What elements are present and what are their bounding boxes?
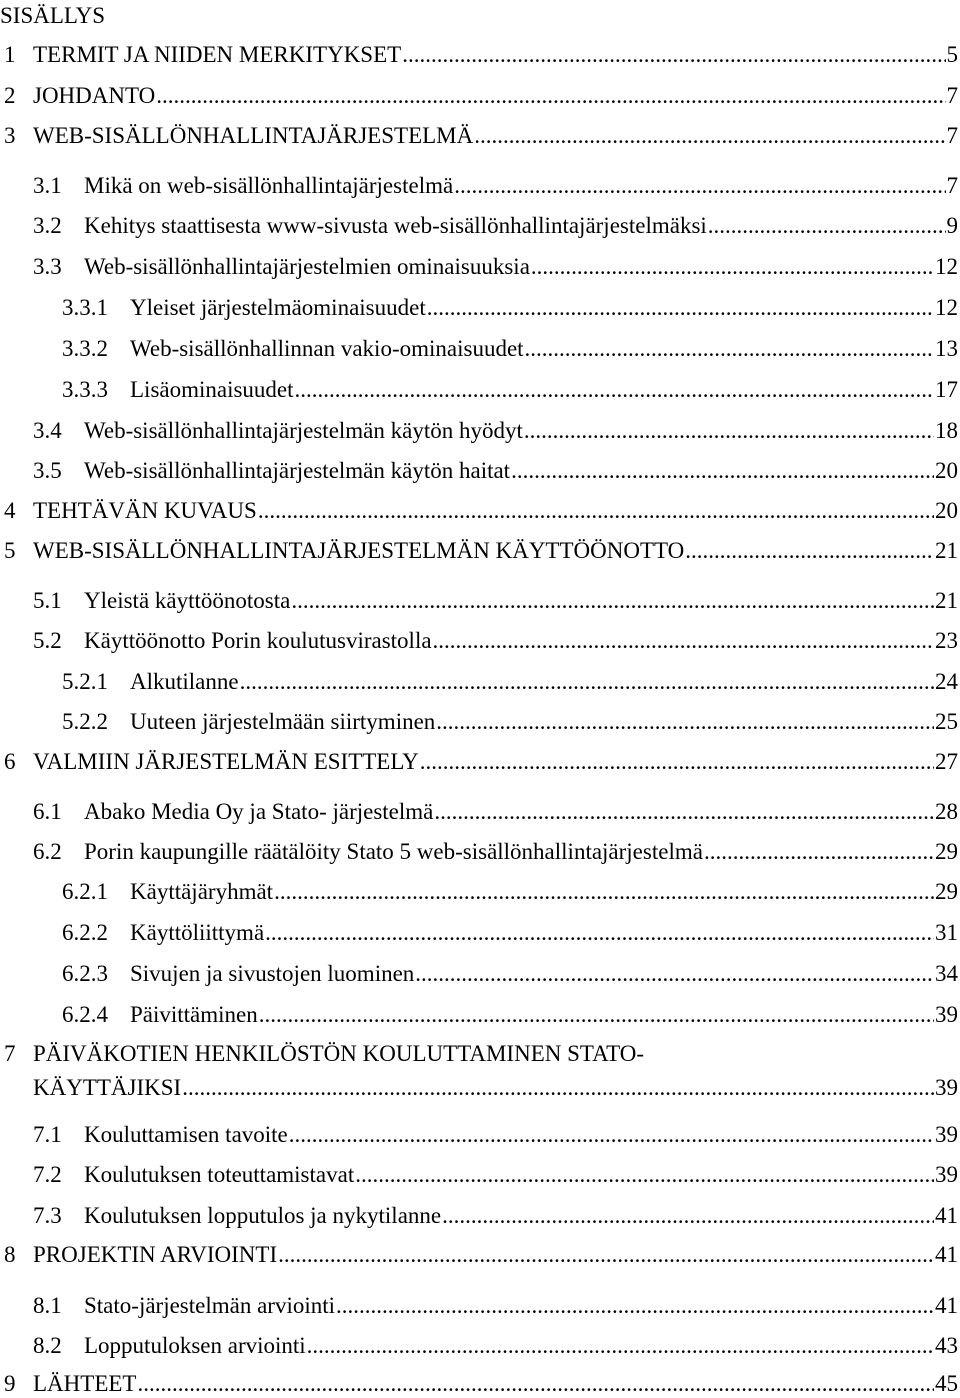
- dot-leader: [336, 1292, 934, 1320]
- entry-title: WEB-SISÄLLÖNHALLINTAJÄRJESTELMÄN KÄYTTÖÖNOTTO: [33, 538, 685, 563]
- dot-leader: [511, 457, 934, 485]
- toc-title: SISÄLLYS: [0, 3, 106, 28]
- entry-number: 3.3.2: [62, 336, 108, 361]
- entry-title: Yleistä käyttöönotosta: [84, 588, 291, 613]
- entry-title: Alkutilanne: [130, 669, 239, 694]
- entry-page: 27: [935, 749, 958, 774]
- dot-leader: [182, 1074, 934, 1102]
- entry-page: 17: [935, 377, 958, 402]
- entry-title: Lisäominaisuudet: [130, 377, 294, 402]
- entry-page: 41: [935, 1203, 958, 1228]
- entry-title: Lopputuloksen arviointi: [84, 1333, 306, 1358]
- dot-leader: [295, 376, 934, 404]
- entry-title: Web-sisällönhallinnan vakio-ominaisuudet: [130, 336, 524, 361]
- dot-leader: [436, 708, 934, 736]
- entry-title: Web-sisällönhallintajärjestelmien ominaisuuksia: [84, 254, 530, 279]
- entry-title: Käyttöliittymä: [130, 920, 265, 945]
- entry-page: 12: [935, 254, 958, 279]
- entry-page: 31: [935, 920, 958, 945]
- dot-leader: [307, 1332, 934, 1360]
- entry-title: Käyttäjäryhmät: [130, 879, 274, 904]
- entry-page: 29: [935, 879, 958, 904]
- entry-title: Päivittäminen: [130, 1002, 258, 1027]
- dot-leader: [708, 212, 946, 240]
- entry-title: Yleiset järjestelmäominaisuudet: [130, 295, 426, 320]
- entry-page: 43: [935, 1333, 958, 1358]
- dot-leader: [402, 41, 945, 69]
- entry-page: 20: [935, 458, 958, 483]
- entry-page: 41: [935, 1293, 958, 1318]
- entry-title: PÄIVÄKOTIEN HENKILÖSTÖN KOULUTTAMINEN STATO-: [33, 1041, 645, 1066]
- entry-number: 9: [4, 1371, 16, 1396]
- dot-leader: [427, 294, 934, 322]
- dot-leader: [156, 82, 945, 110]
- entry-page: 25: [935, 709, 958, 734]
- entry-number: 3.5: [33, 458, 62, 483]
- entry-page: 45: [935, 1371, 958, 1396]
- entry-page: 41: [935, 1242, 958, 1267]
- entry-number: 7.1: [33, 1122, 62, 1147]
- entry-page: 39: [935, 1122, 958, 1147]
- entry-page: 29: [935, 839, 958, 864]
- entry-page: 20: [935, 498, 958, 523]
- dot-leader: [454, 172, 945, 200]
- entry-number: 3.3: [33, 254, 62, 279]
- dot-leader: [278, 1241, 934, 1269]
- dot-leader: [291, 587, 934, 615]
- entry-page: 39: [935, 1162, 958, 1187]
- entry-title: Koulutuksen toteuttamistavat: [84, 1162, 355, 1187]
- entry-page: 5: [946, 42, 958, 67]
- entry-number: 2: [4, 83, 16, 108]
- entry-number: 6.2.1: [62, 879, 108, 904]
- dot-leader: [274, 878, 934, 906]
- entry-number: 3.3.1: [62, 295, 108, 320]
- entry-page: 34: [935, 961, 958, 986]
- dot-leader: [442, 1202, 934, 1230]
- entry-title: Kehitys staattisesta www-sivusta web-sisällönhallintajärjestelmäksi: [84, 213, 707, 238]
- entry-number: 5.2.2: [62, 709, 108, 734]
- dot-leader: [434, 798, 934, 826]
- entry-page: 13: [935, 336, 958, 361]
- entry-number: 6.1: [33, 799, 62, 824]
- entry-number: 3.1: [33, 173, 62, 198]
- entry-page: 24: [935, 669, 958, 694]
- dot-leader: [685, 537, 934, 565]
- entry-number: 4: [4, 498, 16, 523]
- entry-title: WEB-SISÄLLÖNHALLINTAJÄRJESTELMÄ: [33, 123, 474, 148]
- dot-leader: [355, 1161, 934, 1189]
- entry-title: Mikä on web-sisällönhallintajärjestelmä: [84, 173, 454, 198]
- dot-leader: [474, 122, 945, 150]
- entry-number: 6.2.4: [62, 1002, 108, 1027]
- entry-number: 7: [4, 1041, 16, 1066]
- entry-title: TERMIT JA NIIDEN MERKITYKSET: [33, 42, 402, 67]
- dot-leader: [415, 960, 934, 988]
- entry-number: 1: [4, 42, 16, 67]
- entry-number: 6: [4, 749, 16, 774]
- entry-number: 3: [4, 123, 16, 148]
- dot-leader: [259, 1001, 934, 1029]
- entry-page: 7: [946, 123, 958, 148]
- entry-number: 7.3: [33, 1203, 62, 1228]
- entry-page: 28: [935, 799, 958, 824]
- dot-leader: [531, 253, 934, 281]
- entry-title-continued: KÄYTTÄJIKSI: [33, 1075, 182, 1100]
- entry-number: 8.2: [33, 1333, 62, 1358]
- entry-number: 5: [4, 538, 16, 563]
- entry-title: Kouluttamisen tavoite: [84, 1122, 288, 1147]
- entry-title: Porin kaupungille räätälöity Stato 5 web-sisällönhallintajärjestelmä: [84, 839, 703, 864]
- dot-leader: [524, 417, 934, 445]
- entry-title: Sivujen ja sivustojen luominen: [130, 961, 415, 986]
- entry-page: 23: [935, 628, 958, 653]
- entry-title: JOHDANTO: [33, 83, 156, 108]
- dot-leader: [137, 1370, 934, 1398]
- entry-number: 7.2: [33, 1162, 62, 1187]
- entry-page: 9: [946, 213, 958, 238]
- entry-page: 39: [935, 1075, 958, 1100]
- toc-entry[interactable]: [0, 1040, 958, 1102]
- entry-page: 12: [935, 295, 958, 320]
- entry-title: Web-sisällönhallintajärjestelmän käytön hyödyt: [84, 418, 523, 443]
- entry-page: 7: [946, 83, 958, 108]
- entry-number: 6.2.3: [62, 961, 108, 986]
- entry-title: PROJEKTIN ARVIOINTI: [33, 1242, 278, 1267]
- entry-title: VALMIIN JÄRJESTELMÄN ESITTELY: [33, 749, 419, 774]
- entry-page: 21: [935, 538, 958, 563]
- entry-number: 6.2: [33, 839, 62, 864]
- dot-leader: [258, 497, 934, 525]
- entry-number: 8.1: [33, 1293, 62, 1318]
- entry-title: LÄHTEET: [33, 1371, 137, 1396]
- entry-page: 39: [935, 1002, 958, 1027]
- entry-number: 3.4: [33, 418, 62, 443]
- dot-leader: [525, 335, 934, 363]
- entry-title: Web-sisällönhallintajärjestelmän käytön haitat: [84, 458, 511, 483]
- entry-title: Abako Media Oy ja Stato- järjestelmä: [84, 799, 434, 824]
- entry-page: 7: [946, 173, 958, 198]
- dot-leader: [240, 668, 934, 696]
- entry-number: 5.2: [33, 628, 62, 653]
- entry-number: 6.2.2: [62, 920, 108, 945]
- entry-page: 18: [935, 418, 958, 443]
- dot-leader: [420, 748, 934, 776]
- entry-title: Uuteen järjestelmään siirtyminen: [130, 709, 436, 734]
- entry-title: Stato-järjestelmän arviointi: [84, 1293, 336, 1318]
- entry-title: TEHTÄVÄN KUVAUS: [33, 498, 257, 523]
- entry-number: 8: [4, 1242, 16, 1267]
- entry-title: Käyttöönotto Porin koulutusvirastolla: [84, 628, 432, 653]
- dot-leader: [289, 1121, 934, 1149]
- entry-number: 5.1: [33, 588, 62, 613]
- entry-title: Koulutuksen lopputulos ja nykytilanne: [84, 1203, 442, 1228]
- dot-leader: [704, 838, 934, 866]
- entry-number: 3.3.3: [62, 377, 108, 402]
- entry-page: 21: [935, 588, 958, 613]
- dot-leader: [265, 919, 934, 947]
- entry-number: 5.2.1: [62, 669, 108, 694]
- entry-number: 3.2: [33, 213, 62, 238]
- dot-leader: [433, 627, 934, 655]
